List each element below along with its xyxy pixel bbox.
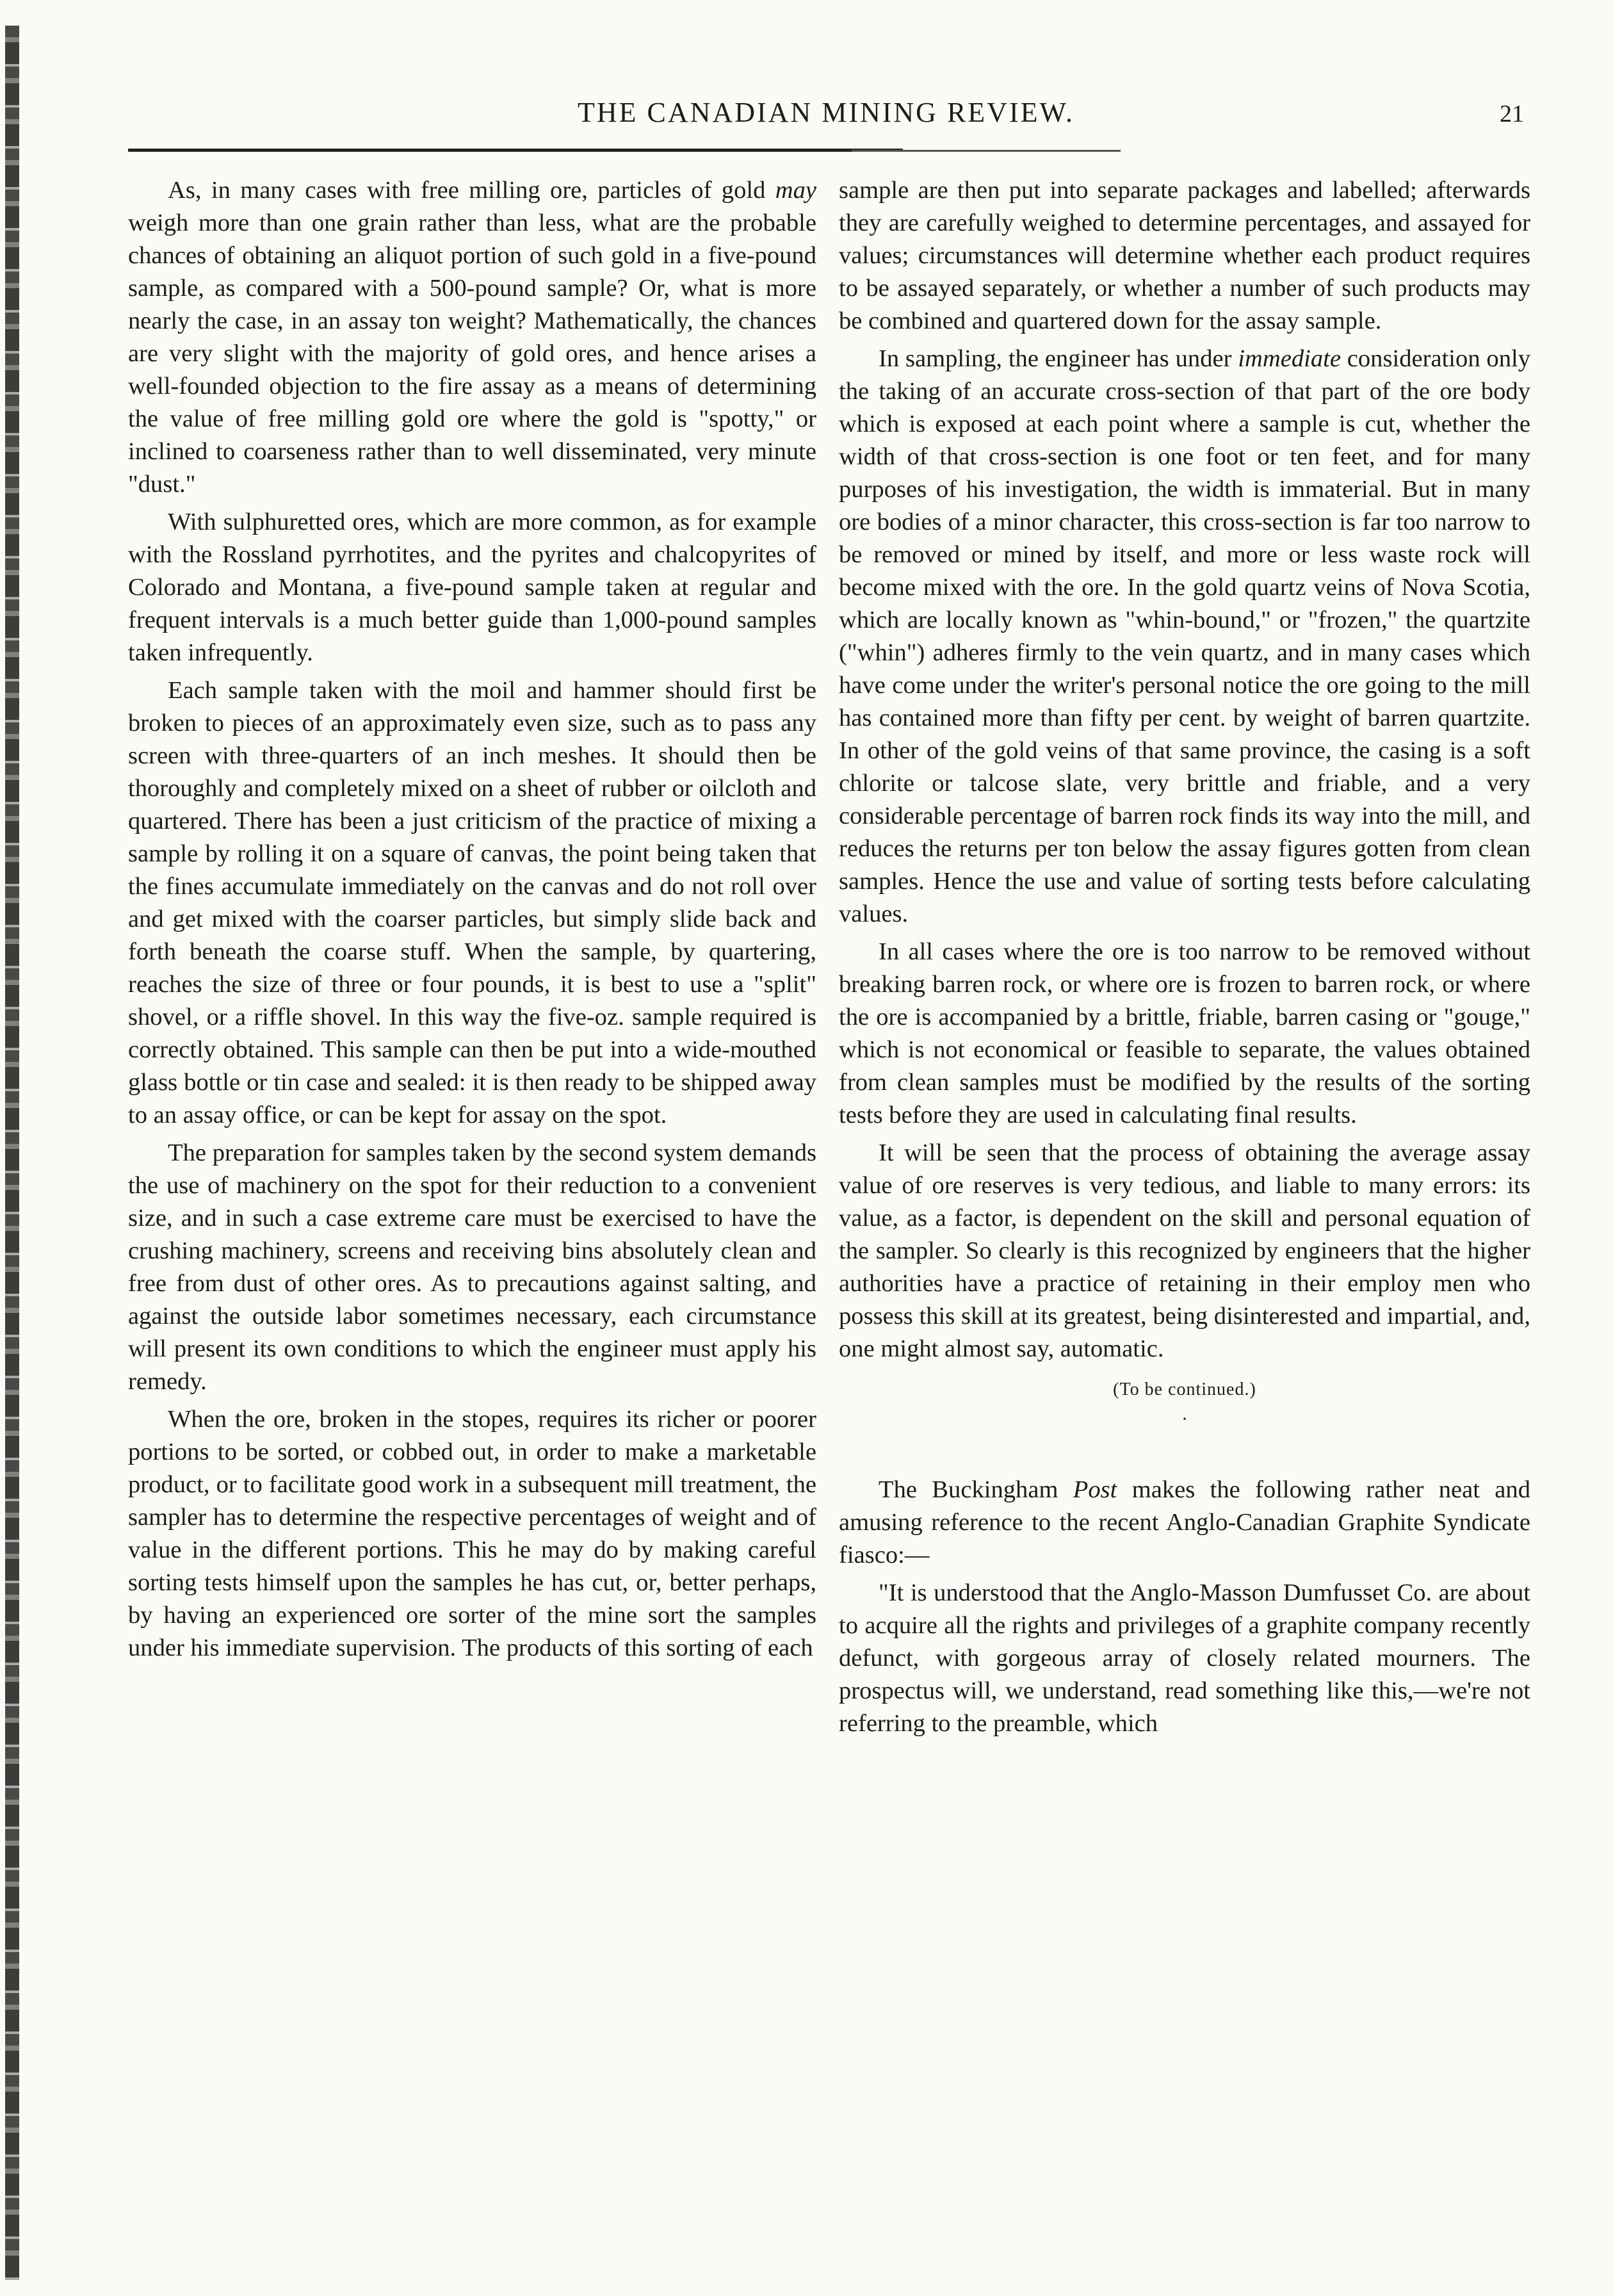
paragraph <box>128 174 816 501</box>
text-run: In sampling, the engineer has under <box>879 345 1238 372</box>
paragraph: Each sample taken with the moil and hammer should first be broken to pieces of an approximately even size, such as to pass any screen with three-quarters of an inch meshes. It should then be thoroughly and completely mixed on a sheet of rubber or oilcloth and quartered. There has been a just criticism of the practice of mixing a sample by rolling it on a square of canvas, the point being taken that the fines accumulate immediately on the canvas and do not roll over and get mixed with the coarser particles, but simply slide back and forth beneath the coarse stuff. When the sample, by quartering, reaches the size of three or four pounds, it is best to use a "split" shovel, or a riffle shovel. In this way the five-oz. sample required is correctly obtained. This sample can then be put into a wide-mouthed glass bottle or tin case and sealed: it is then ready to be shipped away to an assay office, or can be kept for assay on the spot. <box>128 677 816 1128</box>
paragraph: The preparation for samples taken by the second system demands the use of machinery on the spot for their reduction to a convenient size, and in such a case extreme care must be exercised to have the crushing machinery, screens and receiving bins absolutely clean and free from dust of other ores. As to precautions against salting, and against the outside labor sometimes necessary, each circumstance will present its own conditions to which the engineer must apply his remedy. <box>128 1139 816 1395</box>
text-run: consideration only the taking of an accurate cross-section of that part of the ore body which is exposed at each point where a sample is cut, whether the width of that cross-section is one foot or ten feet, and for many purposes of his investigation, the width is immaterial. But in many ore bodies of a minor character, this cross-section is far too narrow to be removed or mined by itself, and more or less waste rock will become mixed with the ore. In the gold quartz veins of Nova Scotia, which are locally known as "whin-bound," or "frozen," the quartzite ("whin") adheres firmly to the vein quartz, and in many cases which have come under the writer's personal notice the ore going to the mill has contained more than fifty per cent. by weight of barren quartzite. In other of the gold veins of that same province, the casing is a soft chlorite or talcose slate, very brittle and friable, and a very considerable percentage of barren rock finds its way into the mill, and reduces the returns per ton below the assay figures gotten from clean samples. Hence the use and value of sorting tests before calculating values. <box>839 345 1530 927</box>
text-run: The Buckingham <box>879 1476 1073 1503</box>
page-header <box>128 96 1524 141</box>
paragraph: With sulphuretted ores, which are more common, as for example with the Rossland pyrrhotites, and the pyrites and chalcopyrites of Colorado and Montana, a five-pound sample taken at regular and frequent intervals is a much better guide than 1,000-pound samples taken infrequently. <box>128 509 816 666</box>
section-separator: · <box>1181 1408 1188 1429</box>
emphasis: may <box>775 177 816 204</box>
text-run: As, in many cases with free milling ore, particles of gold <box>168 177 775 204</box>
page-binding-edge <box>5 26 19 2280</box>
paragraph <box>839 343 1530 931</box>
text-run: weigh more than one grain rather than less, what are the probable chances of obtaining an aliquot portion of such gold in a five-pound sample, as compared with a 500-pound sample? Or, what is more nearly the case, in an assay ton weight? Mathematically, the chances are very slight with the majority of gold ores, and hence arises a well-founded objection to the fire assay as a means of determining the value of free milling gold ore where the gold is "spotty," or inclined to coarseness rather than to well disseminated, very minute "dust." <box>128 209 816 498</box>
emphasis: immediate <box>1238 345 1341 372</box>
paragraph: It will be seen that the process of obtaining the average assay value of ore reserves is very tedious, and liable to many errors: its value, as a factor, is dependent on the skill and personal equation of the sampler. So clearly is this recognized by engineers that the higher authorities have a practice of retaining in their employ men who possess this skill at its greatest, being disinterested and impartial, and, one might almost say, automatic. <box>839 1139 1530 1362</box>
to-be-continued-note: (To be continued.) <box>1113 1380 1256 1399</box>
paragraph: "It is understood that the Anglo-Masson Dumfusset Co. are about to acquire all the rights and privileges of a graphite company recently defunct, with gorgeous array of closely related mourners. The prospectus will, we understand, read something like this,—we're not referring to the preamble, which <box>839 1579 1530 1737</box>
paragraph: sample are then put into separate packages and labelled; afterwards they are carefully weighed to determine percentages, and assayed for values; circumstances will determine whether each product requires to be assayed separately, or whether a number of such products may be combined and quartered down for the assay sample. <box>839 177 1530 334</box>
page-number: 21 <box>1500 101 1524 127</box>
paragraph: When the ore, broken in the stopes, requires its richer or poorer portions to be sorted, or cobbed out, in order to make a marketable product, or to facilitate good work in a subsequent mill treatment, the sampler has to determine the respective percentages of weight and of value in the different portions. This he may do by making careful sorting tests himself upon the samples he has cut, or, better perhaps, by having an experienced ore sorter of the mine sort the samples under his immediate supervision. The products of this sorting of each <box>128 1406 816 1661</box>
running-title: THE CANADIAN MINING REVIEW. <box>578 97 1074 128</box>
text-run: makes the following rather neat and amusing reference to the recent Anglo-Canadian Graphite Syndicate fiasco:— <box>839 1476 1530 1568</box>
header-rule <box>128 149 903 152</box>
emphasis: Post <box>1073 1476 1117 1503</box>
paragraph <box>839 1474 1530 1572</box>
paragraph: In all cases where the ore is too narrow to be removed without breaking barren rock, or where ore is frozen to barren rock, or where the ore is accompanied by a brittle, friable, barren casing or "gouge," which is not economical or feasible to separate, the values obtained from clean samples must be modified by the results of the sorting tests before they are used in calculating final results. <box>839 938 1530 1128</box>
left-column <box>128 174 816 1670</box>
right-column <box>839 174 1530 1745</box>
header-rule-right <box>852 150 1121 152</box>
